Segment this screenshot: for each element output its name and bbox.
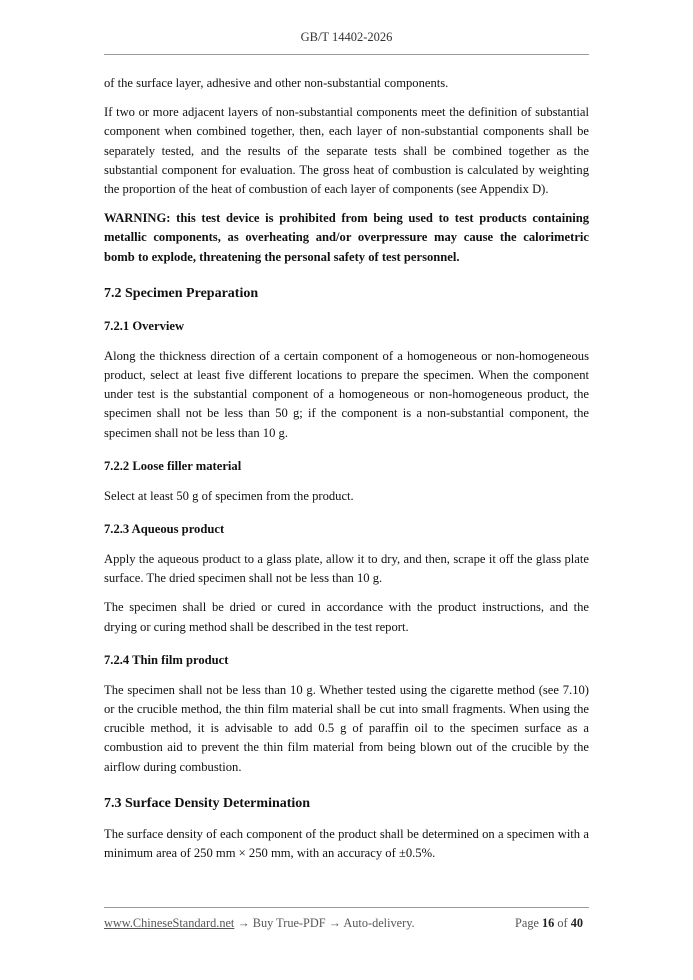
subsection-heading-7-2-2: 7.2.2 Loose filler material bbox=[104, 458, 242, 473]
paragraph: The surface density of each component of the product shall be determined on a specimen with a minimum area of 250 mm × 250 mm, with an accuracy of ±0.5%. bbox=[104, 826, 589, 861]
buy-pdf-text: Buy True-PDF bbox=[252, 916, 326, 930]
section-heading-7-2: 7.2 Specimen Preparation bbox=[104, 285, 259, 301]
header-divider bbox=[104, 54, 589, 55]
paragraph: Apply the aqueous product to a glass plate, allow it to dry, and then, scrape it off the glass plate surface. The dried specimen shall not be less than 10 g. bbox=[104, 552, 589, 586]
page-of: of bbox=[557, 916, 568, 930]
page-total: 40 bbox=[570, 916, 583, 930]
document-header: GB/T 14402-2026 bbox=[300, 30, 393, 44]
footer-divider bbox=[104, 907, 589, 908]
page-number bbox=[515, 916, 583, 931]
paragraph: The specimen shall be dried or cured in accordance with the product instructions, and the drying or curing method shall be described in the test report. bbox=[104, 600, 589, 634]
subsection-heading-7-2-4: 7.2.4 Thin film product bbox=[104, 652, 229, 667]
paragraph: If two or more adjacent layers of non-substantial components meet the definition of substantial component when combined together, then, each layer of non-substantial components shall be separately tested, and the results of the separate tests shall be combined together as the substantial component for evaluation. The gross heat of combustion is calculated by weighting the proportion of the heat of combustion of each layer of components (see Appendix D). bbox=[104, 105, 589, 197]
warning-paragraph: WARNING: this test device is prohibited from being used to test products containing metallic components, as overheating and/or overpressure may cause the calorimetric bomb to explode, threatening the personal safety of test personnel. bbox=[104, 211, 589, 264]
page-content bbox=[104, 74, 589, 873]
auto-delivery-text: Auto-delivery. bbox=[343, 916, 415, 930]
arrow-right-icon: → bbox=[328, 916, 341, 930]
paragraph: The specimen shall not be less than 10 g. Whether tested using the cigarette method (see 7.10) or the crucible method, the thin film material shall be cut into small fragments. When using the crucible method, it is advisable to add 0.5 g of paraffin oil to the specimen surface as a combustion aid to prevent the thin film material from being blown out of the crucible by the airflow during combustion. bbox=[104, 682, 589, 774]
paragraph: Select at least 50 g of specimen from the product. bbox=[104, 488, 354, 503]
paragraph: Along the thickness direction of a certain component of a homogeneous or non-homogeneous product, select at least five different locations to prepare the specimen. When the component under test is the substantial component of a homogeneous or non-homogeneous product, the specimen shall not be less than 50 g; if the component is a non-substantial component, the specimen shall not be less than 10 g. bbox=[104, 348, 589, 440]
paragraph: of the surface layer, adhesive and other non-substantial components. bbox=[104, 76, 449, 90]
page-label: Page bbox=[515, 916, 539, 930]
subsection-heading-7-2-3: 7.2.3 Aqueous product bbox=[104, 522, 225, 537]
site-link[interactable]: www.ChineseStandard.net bbox=[104, 916, 235, 930]
section-heading-7-3: 7.3 Surface Density Determination bbox=[104, 795, 311, 811]
footer-links bbox=[104, 916, 415, 931]
page-current: 16 bbox=[542, 916, 555, 930]
subsection-heading-7-2-1: 7.2.1 Overview bbox=[104, 318, 185, 333]
arrow-right-icon: → bbox=[237, 916, 250, 930]
